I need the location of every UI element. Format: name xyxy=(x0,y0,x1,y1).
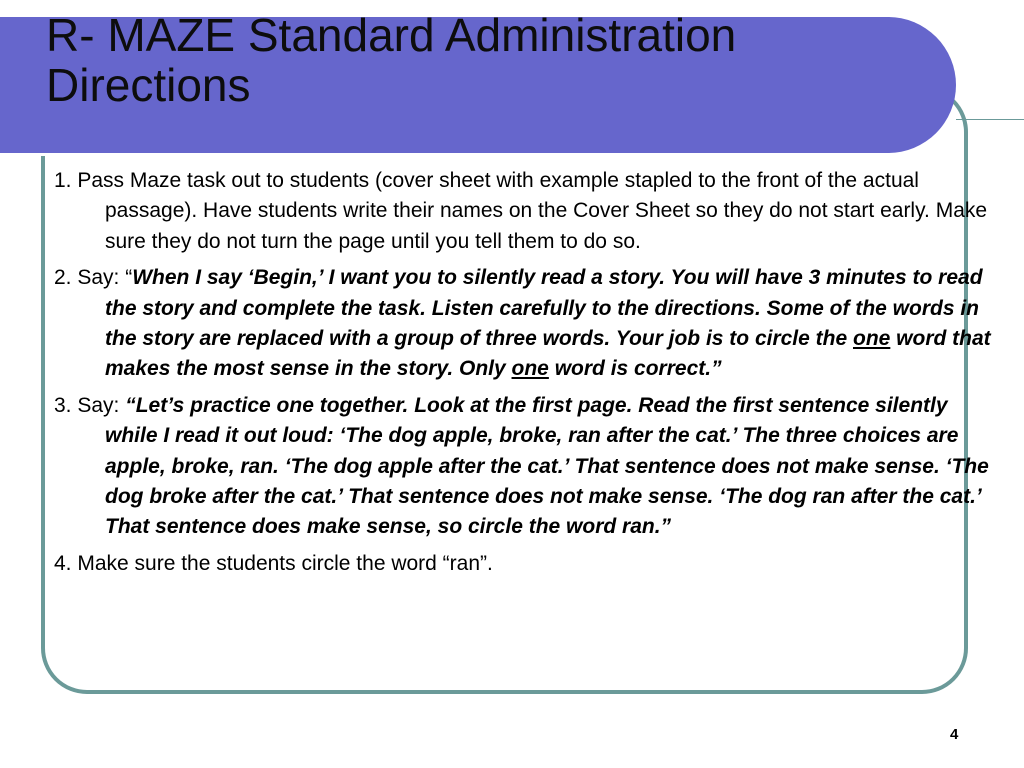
step-2-lead: 2. Say: “ xyxy=(54,266,133,290)
step-4: 4. Make sure the students circle the word “ran”. xyxy=(54,551,493,575)
directions-list xyxy=(54,166,1000,585)
step-2-quote-c: word is correct.” xyxy=(548,357,722,381)
step-2-quote-a: When I say ‘Begin,’ I want you to silently read a story. You will have 3 minutes to read the story and complete the task. Listen carefully to the directions. Some of the words in the story are replaced with a group of three words. Your job is to circle the xyxy=(105,266,983,351)
step-2 xyxy=(54,263,1000,385)
banner-rule xyxy=(0,153,905,156)
step-2-script xyxy=(105,266,991,380)
slide-title: R- MAZE Standard Administration Directions xyxy=(46,9,737,111)
step-2-quote-b: word that makes the most sense in the story. Only xyxy=(105,327,991,381)
step-3-lead: 3. Say: xyxy=(54,393,126,417)
step-1: 1. Pass Maze task out to students (cover sheet with example stapled to the front of the actual passage). Have students write their names on the Cover Sheet so they do not start early. Make sure they do not turn the page until you tell them to do so. xyxy=(54,169,988,253)
accent-line xyxy=(956,119,1024,120)
step-2-emphasis-a: one xyxy=(853,327,891,351)
step-3 xyxy=(54,391,1000,543)
step-3-script: “Let’s practice one together. Look at the first page. Read the first sentence silently while I read it out loud: ‘The dog apple, broke, ran after the cat.’ The three choices are apple, broke, ran. ‘The dog apple after the cat.’ That sentence does not make sense. ‘The dog broke after the cat.’ That sentence does not make sense. ‘The dog ran after the cat.’ That sentence does make sense, so circle the word ran.” xyxy=(105,393,989,539)
page-number: 4 xyxy=(950,726,959,743)
step-2-emphasis-b: one xyxy=(511,357,549,381)
